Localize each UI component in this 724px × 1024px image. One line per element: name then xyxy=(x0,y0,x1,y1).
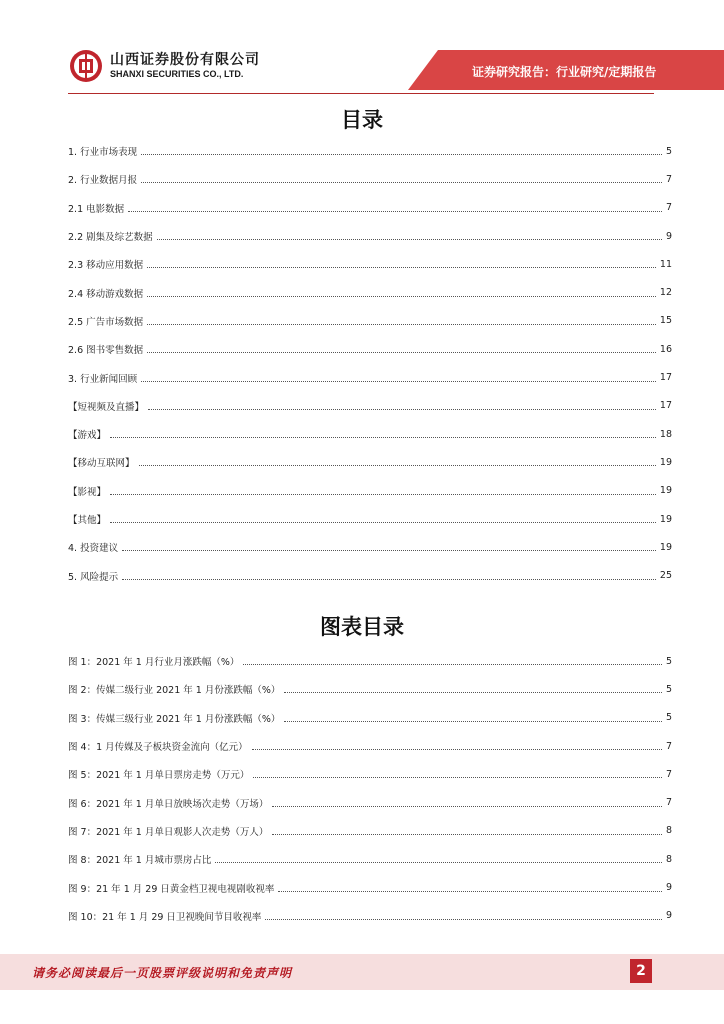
leader-dots xyxy=(139,464,656,466)
toc-entry[interactable] xyxy=(68,307,672,335)
figures-list xyxy=(68,647,672,930)
figure-entry-page: 5 xyxy=(665,683,672,695)
figure-entry[interactable] xyxy=(68,760,672,788)
figures-title: 图表目录 xyxy=(320,614,404,639)
toc-entry-label: 【游戏】 xyxy=(68,430,107,442)
leader-dots xyxy=(110,521,656,523)
figure-entry-page: 8 xyxy=(665,853,672,865)
toc-entry-label: 2.6 图书零售数据 xyxy=(68,345,144,357)
company-name-en: SHANXI SECURITIES CO., LTD. xyxy=(110,69,244,79)
toc-entry-page: 18 xyxy=(659,428,672,440)
leader-dots xyxy=(252,748,662,750)
leader-dots xyxy=(147,323,656,325)
figure-entry-label: 图 3：传媒三级行业 2021 年 1 月份涨跌幅（%） xyxy=(68,713,281,725)
leader-dots xyxy=(148,408,656,410)
header-rule xyxy=(68,93,654,94)
leader-dots xyxy=(122,549,656,551)
toc-entry[interactable] xyxy=(68,420,672,448)
leader-dots xyxy=(272,833,662,835)
company-name-cn: 山西证券股份有限公司 xyxy=(110,52,260,68)
leader-dots xyxy=(278,890,662,892)
toc-entry-page: 17 xyxy=(659,400,672,412)
leader-dots xyxy=(110,493,656,495)
leader-dots xyxy=(243,663,662,665)
figure-entry-page: 9 xyxy=(665,882,672,894)
toc-entry-label: 2.2 剧集及综艺数据 xyxy=(68,232,153,244)
figure-entry[interactable] xyxy=(68,845,672,873)
leader-dots xyxy=(147,351,656,353)
figure-entry[interactable] xyxy=(68,788,672,816)
toc-list xyxy=(68,137,672,590)
figure-entry-label: 图 8：2021 年 1 月城市票房占比 xyxy=(68,855,212,867)
toc-entry-page: 5 xyxy=(665,145,672,157)
toc-entry[interactable] xyxy=(68,505,672,533)
toc-entry[interactable] xyxy=(68,392,672,420)
figure-entry-label: 图 4：1 月传媒及子板块资金流向（亿元） xyxy=(68,742,248,754)
company-logo-icon xyxy=(68,48,104,84)
leader-dots xyxy=(141,380,656,382)
figure-entry[interactable] xyxy=(68,732,672,760)
toc-entry-page: 12 xyxy=(659,287,672,299)
toc-entry[interactable] xyxy=(68,477,672,505)
leader-dots xyxy=(141,153,662,155)
toc-entry-label: 【影视】 xyxy=(68,486,107,498)
toc-entry-label: 【其他】 xyxy=(68,515,107,526)
toc-entry-page: 7 xyxy=(665,202,672,214)
toc-entry-label: 2.1 电影数据 xyxy=(68,203,125,215)
leader-dots xyxy=(284,691,662,693)
leader-dots xyxy=(141,181,662,183)
page-number: 2 xyxy=(630,959,652,983)
toc-title: 目录 xyxy=(341,107,383,132)
leader-dots xyxy=(215,861,662,863)
page-header xyxy=(0,0,724,100)
toc-entry[interactable] xyxy=(68,137,672,165)
company-logo xyxy=(68,48,260,84)
toc-entry-label: 3. 行业新闻回顾 xyxy=(68,373,138,385)
toc-entry[interactable] xyxy=(68,533,672,561)
toc-entry-label: 1. 行业市场表现 xyxy=(68,147,138,159)
toc-entry-page: 7 xyxy=(665,173,672,185)
figure-entry[interactable] xyxy=(68,704,672,732)
figure-entry-label: 图 9：21 年 1 月 29 日黄金档卫视电视剧收视率 xyxy=(68,883,275,895)
figure-entry-label: 图 7：2021 年 1 月单日观影人次走势（万人） xyxy=(68,826,269,838)
toc-entry-label: 【短视频及直播】 xyxy=(68,401,145,413)
figure-entry-page: 8 xyxy=(665,825,672,837)
figure-entry-page: 9 xyxy=(665,910,672,922)
toc-entry-label: 2. 行业数据月报 xyxy=(68,175,138,187)
leader-dots xyxy=(147,266,656,268)
toc-entry[interactable] xyxy=(68,363,672,391)
figure-entry[interactable] xyxy=(68,817,672,845)
leader-dots xyxy=(128,210,662,212)
toc-entry-label: 2.4 移动游戏数据 xyxy=(68,288,144,300)
toc-entry-page: 11 xyxy=(659,258,672,270)
toc-entry-label: 5. 风险提示 xyxy=(68,571,119,583)
toc-entry-label: 2.5 广告市场数据 xyxy=(68,316,144,328)
toc-entry-page: 15 xyxy=(659,315,672,327)
figure-entry-label: 图 5：2021 年 1 月单日票房走势（万元） xyxy=(68,770,250,782)
toc-entry[interactable] xyxy=(68,250,672,278)
leader-dots xyxy=(157,238,662,240)
toc-entry-page: 19 xyxy=(659,513,672,525)
figure-entry[interactable] xyxy=(68,873,672,901)
toc-entry[interactable] xyxy=(68,448,672,476)
toc-entry-page: 9 xyxy=(665,230,672,242)
toc-entry-page: 19 xyxy=(659,485,672,497)
figure-entry-page: 5 xyxy=(665,655,672,667)
toc-entry[interactable] xyxy=(68,335,672,363)
toc-entry[interactable] xyxy=(68,278,672,306)
toc-entry-label: 【移动互联网】 xyxy=(68,458,135,470)
leader-dots xyxy=(147,295,656,297)
toc-entry-label: 2.3 移动应用数据 xyxy=(68,260,144,272)
disclaimer-text: 请务必阅读最后一页股票评级说明和免责声明 xyxy=(32,966,293,980)
toc-entry-page: 19 xyxy=(659,541,672,553)
report-type-label: 证券研究报告：行业研究/定期报告 xyxy=(472,65,657,79)
figure-entry[interactable] xyxy=(68,675,672,703)
figure-entry-label: 图 1：2021 年 1 月行业月涨跌幅（%） xyxy=(68,657,240,669)
figure-entry[interactable] xyxy=(68,647,672,675)
toc-entry-page: 25 xyxy=(659,570,672,582)
toc-entry[interactable] xyxy=(68,561,672,589)
toc-entry-page: 16 xyxy=(659,343,672,355)
figure-entry-page: 7 xyxy=(665,797,672,809)
leader-dots xyxy=(284,720,662,722)
toc-entry[interactable] xyxy=(68,194,672,222)
leader-dots xyxy=(122,578,656,580)
leader-dots xyxy=(265,918,662,920)
figure-entry[interactable] xyxy=(68,902,672,930)
toc-entry[interactable] xyxy=(68,222,672,250)
figure-entry-label: 图 6：2021 年 1 月单日放映场次走势（万场） xyxy=(68,798,269,810)
figure-entry-page: 7 xyxy=(665,768,672,780)
figure-entry-label: 图 2：传媒二级行业 2021 年 1 月份涨跌幅（%） xyxy=(68,685,281,697)
leader-dots xyxy=(110,436,656,438)
toc-entry-label: 4. 投资建议 xyxy=(68,543,119,555)
toc-entry-page: 17 xyxy=(659,372,672,384)
toc-entry[interactable] xyxy=(68,165,672,193)
leader-dots xyxy=(253,776,662,778)
figure-entry-page: 7 xyxy=(665,740,672,752)
figure-entry-page: 5 xyxy=(665,712,672,724)
toc-entry-page: 19 xyxy=(659,456,672,468)
leader-dots xyxy=(272,805,662,807)
figure-entry-label: 图 10：21 年 1 月 29 日卫视晚间节目收视率 xyxy=(68,911,262,923)
